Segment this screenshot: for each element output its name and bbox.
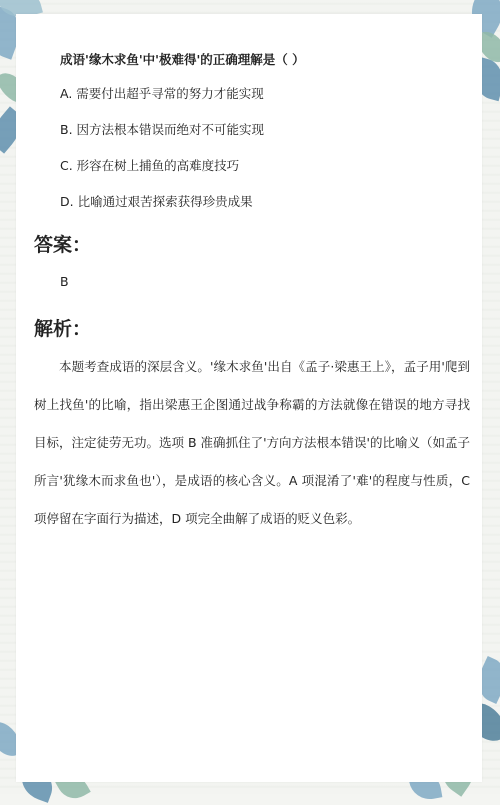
option-b: B. 因方法根本错误而绝对不可能实现 <box>60 122 265 137</box>
analysis-text: 本题考查成语的深层含义。'缘木求鱼'出自《孟子·梁惠王上》，孟子用'爬到树上找鱼'的比喻，指出梁惠王企图通过战争称霸的方法就像在错误的地方寻找目标，注定徒劳无功。选项 B 准确抓住了'方向方法根本错误'的比喻义（如孟子所言'犹缘木而求鱼也'），是成语的核心含义。A 项混淆了'难'的程度与性质，C 项停留在字面行为描述，D 项完全曲解了成语的贬义色彩。 <box>34 359 470 526</box>
question-text: 成语'缘木求鱼'中'极难得'的正确理解是（ ） <box>60 52 305 67</box>
answer-value: B <box>60 274 69 289</box>
question-card <box>16 14 482 782</box>
option-c: C. 形容在树上捕鱼的高难度技巧 <box>60 158 240 173</box>
answer-heading: 答案： <box>34 234 92 256</box>
option-a: A. 需要付出超乎寻常的努力才能实现 <box>60 86 264 101</box>
analysis-heading: 解析： <box>34 318 92 340</box>
option-d: D. 比喻通过艰苦探索获得珍贵成果 <box>60 194 253 209</box>
